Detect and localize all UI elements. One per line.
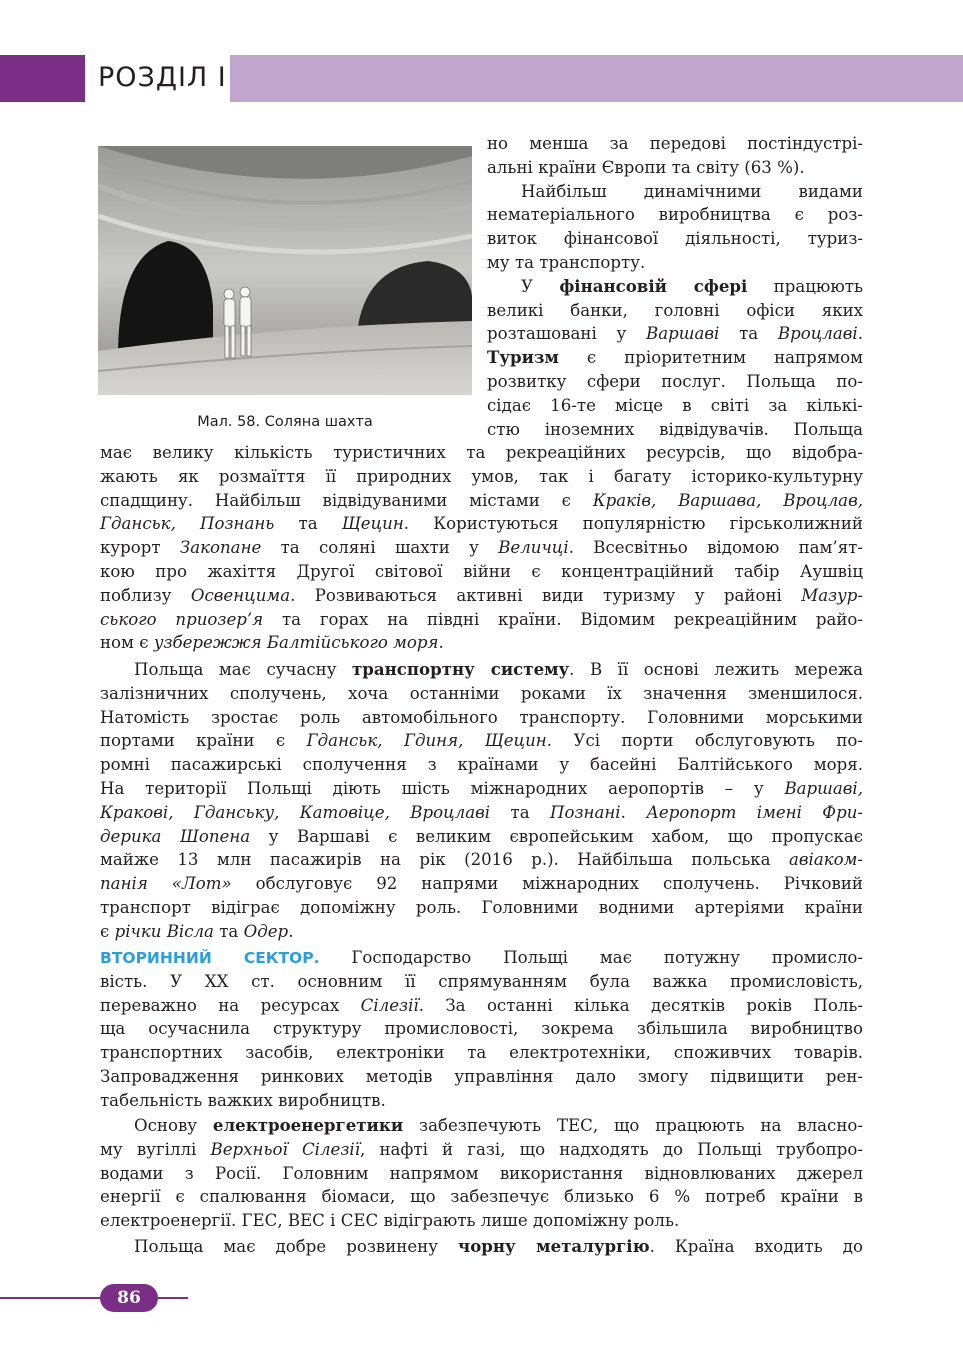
text-line: Польща має добре розвинену чорну металургію. Країна входить до (134, 1236, 864, 1256)
footer-rule (158, 1297, 188, 1299)
text-line: водами з Росії. Головним напрямом використання відновлюваних джерел (100, 1163, 863, 1183)
text-line: поблизу Освенцима. Розвиваються активні види туризму у районі Мазур- (100, 585, 864, 605)
text-line: табельність важких виробництв. (100, 1090, 386, 1110)
text-line: транспорт відіграє допоміжну роль. Головними водними артеріями країни (100, 897, 863, 917)
text-line: ща осучаснила структуру промисловості, зокрема збільшила виробництво (100, 1019, 863, 1039)
figure-caption: Мал. 58. Соляна шахта (197, 414, 373, 430)
term-financial: фінансовій сфері (559, 275, 748, 296)
header-band (230, 55, 963, 102)
text-line: Туризм є пріоритетним напрямом (487, 347, 863, 368)
text-line: спадщину. Найбільш відвідуваними містами є Краків, Варшава, Вроцлав, (100, 490, 864, 510)
text-line: Кракові, Гданську, Катовіце, Вроцлаві та Познані. Аеропорт імені Фри- (100, 802, 863, 822)
text-line: є річки Вісла та Одер. (100, 921, 294, 941)
text-line: жають як розмаїття її природних умов, так і багату історико-культурну (100, 466, 863, 486)
text-line: панія «Лот» обслуговує 92 напрями міжнародних сполучень. Річковий (100, 874, 863, 894)
text-line: Польща має сучасну транспортну систему. В її основі лежить мережа (134, 659, 863, 679)
text-line: енергії є спалювання біомаси, що забезпечує близько 6 % потреб країни в (100, 1187, 863, 1207)
text-line: переважно на ресурсах Сілезії. За останні кілька десятків років Поль- (100, 995, 864, 1015)
text-line: Основу електроенергетики забезпечують ТЕС, що працюють на власно- (134, 1115, 863, 1135)
text-line: портами країни є Гданськ, Гдиня, Щецин. Усі порти обслуговують по- (100, 731, 863, 751)
text-line: майже 13 млн пасажирів на рік (2016 р.). Найбільша польська авіаком- (100, 850, 864, 870)
text-line: виток фінансової діяльності, туриз- (487, 229, 863, 249)
paragraph-energy (100, 1114, 863, 1233)
text-line: електроенергії. ГЕС, ВЕС і СЕС відіграють лише допоміжну роль. (100, 1211, 680, 1231)
paragraph-tourism (100, 441, 863, 655)
section-heading-secondary: ВТОРИННИЙ СЕКТОР. (100, 949, 320, 967)
paragraph-transport (100, 658, 863, 944)
page-number: 86 (100, 1284, 158, 1312)
right-column-text (487, 132, 863, 441)
paragraph-metallurgy (100, 1235, 863, 1259)
text-line: кою про жахіття Другої світової війни є концентраційний табір Аушвіц (100, 561, 863, 581)
text-line: вість. У ХХ ст. основним її спрямуванням була важка промисловість, (100, 971, 863, 991)
text-line: ромні пасажирські сполучення з країнами у басейні Балтійського моря. (100, 755, 863, 775)
section-title: РОЗДІЛ I (98, 62, 227, 93)
text-line: транспортних засобів, електроніки та електротехніки, споживчих товарів. (100, 1043, 863, 1063)
text-line: На території Польщі діють шість міжнародних аеропортів – у Варшаві, (100, 778, 863, 798)
text-line: ном є узбережжя Балтійського моря. (100, 633, 444, 653)
text-line: нематеріального виробництва є роз- (487, 205, 863, 225)
text-line: розвитку сфери послуг. Польща по- (487, 371, 863, 391)
text-line: ВТОРИННИЙ СЕКТОР. Господарство Польщі має потужну промисло- (100, 948, 863, 967)
text-line: Найбільш динамічними видами (521, 181, 863, 201)
salt-mine-photo (98, 146, 472, 395)
text-line: но менша за передові постіндустрі- (487, 134, 863, 153)
footer-rule (0, 1297, 100, 1299)
text-line: ського приозер’я та горах на півдні країни. Відомим рекреаційним райо- (100, 609, 864, 629)
text-line: має велику кількість туристичних та рекреаційних ресурсів, що відобра- (100, 443, 863, 462)
text-line: Натомість зростає роль автомобільного транспорту. Головними морськими (100, 707, 863, 727)
text-line: залізничних сполучень, хоча останніми роками їх значення зменшилося. (100, 683, 863, 703)
text-line: альні країни Європи та світу (63 %). (487, 157, 805, 177)
text-line: розташовані у Варшаві та Вроцлаві. (487, 324, 863, 344)
text-line: му та транспорту. (487, 252, 646, 272)
text-line: стю іноземних відвідувачів. Польща (487, 419, 863, 439)
text-line: Гданськ, Познань та Щецин. Користуються популярністю гірськолижний (100, 514, 863, 534)
header-accent-block (0, 55, 85, 102)
paragraph-secondary-sector (100, 946, 863, 1113)
text-line: курорт Закопане та соляні шахти у Величці. Всесвітньо відомою пам’ят- (100, 538, 863, 558)
term-tourism: Туризм (487, 347, 559, 368)
text-line: сідає 16-те місце в світі за кількі- (487, 395, 863, 415)
text-line: У фінансовій сфері працюють (521, 275, 863, 296)
text-line: му вугіллі Верхньої Сілезії, нафті й газі, що надходять до Польщі трубопро- (100, 1139, 863, 1159)
text-line: Запровадження ринкових методів управління дало змогу підвищити рен- (100, 1066, 863, 1086)
text-line: великі банки, головні офіси яких (487, 300, 863, 320)
text-line: дерика Шопена у Варшаві є великим європейським хабом, що пропускає (100, 826, 864, 846)
